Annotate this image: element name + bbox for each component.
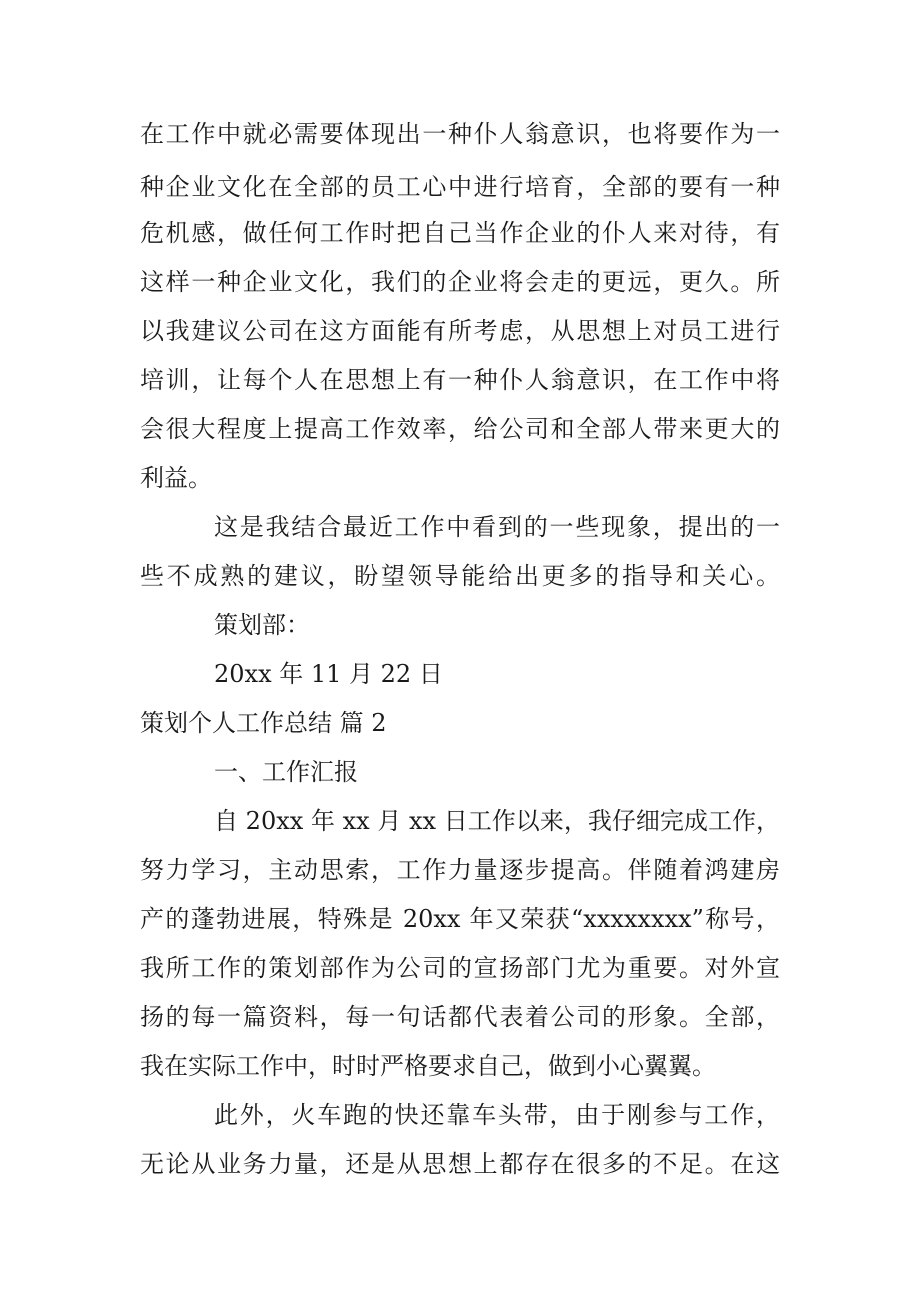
paragraph-line: 以我建议公司在这方面能有所考虑，从思想上对员工进行 — [140, 317, 780, 345]
paragraph-line: 利益。 — [140, 464, 212, 492]
paragraph-line: 无论从业务力量，还是从思想上都存在很多的不足。在这 — [140, 1150, 780, 1178]
signature-department: 策划部： — [214, 611, 310, 639]
paragraph-line: 在工作中就必需要体现出一种仆人翁意识，也将要作为一 — [140, 120, 780, 148]
paragraph-line: 产的蓬勃进展，特殊是 20xx 年又荣获“xxxxxxxx”称号， — [140, 905, 780, 933]
signature-date: 20xx 年 11 月 22 日 — [214, 660, 443, 688]
paragraph-line: 会很大程度上提高工作效率，给公司和全部人带来更大的 — [140, 415, 780, 443]
paragraph-line: 努力学习，主动思索，工作力量逐步提高。伴随着鸿建房 — [140, 856, 780, 884]
paragraph-line: 培训，让每个人在思想上有一种仆人翁意识，在工作中将 — [140, 366, 780, 394]
paragraph-line: 我所工作的策划部作为公司的宣扬部门尤为重要。对外宣 — [140, 954, 780, 982]
paragraph-line: 我在实际工作中，时时严格要求自己，做到小心翼翼。 — [140, 1052, 716, 1080]
paragraph-line: 扬的每一篇资料，每一句话都代表着公司的形象。全部， — [140, 1003, 780, 1031]
paragraph-line: 自 20xx 年 xx 月 xx 日工作以来，我仔细完成工作， — [214, 807, 780, 835]
paragraph-line: 此外，火车跑的快还靠车头带，由于刚参与工作， — [214, 1101, 780, 1129]
paragraph-line: 这是我结合最近工作中看到的一些现象，提出的一 — [214, 513, 780, 541]
subheading: 一、工作汇报 — [214, 758, 358, 786]
paragraph-line: 种企业文化在全部的员工心中进行培育，全部的要有一种 — [140, 173, 780, 201]
section-title: 策划个人工作总结 篇 2 — [140, 709, 387, 737]
paragraph-line: 危机感，做任何工作时把自己当作企业的仆人来对待，有 — [140, 219, 780, 247]
paragraph-line: 些不成熟的建议，盼望领导能给出更多的指导和关心。 — [140, 562, 780, 590]
paragraph-line: 这样一种企业文化，我们的企业将会走的更远，更久。所 — [140, 268, 780, 296]
